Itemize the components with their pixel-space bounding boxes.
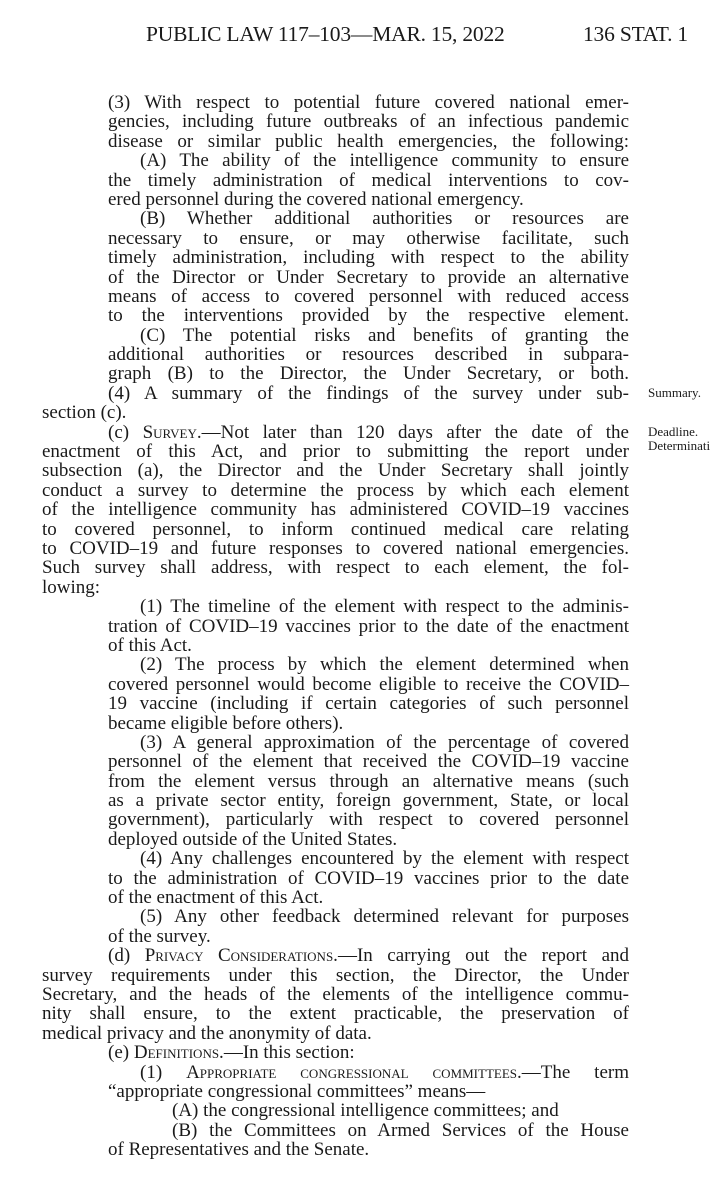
line-text: (A) the congressional intelligence committees; and (172, 1100, 559, 1122)
text-line-content (108, 306, 629, 325)
text-line (0, 306, 727, 325)
text-line-content (108, 791, 629, 810)
text-line-content (108, 636, 629, 655)
text-line (0, 1063, 727, 1082)
text-line (0, 229, 727, 248)
line-text: disease or similar public health emergencies, the following: (108, 130, 629, 152)
text-line-content (42, 461, 629, 480)
text-line-content (108, 1140, 629, 1159)
text-line-content (108, 384, 629, 403)
text-line-content (108, 888, 629, 907)
line-text: as a private sector entity, foreign government, State, or local (108, 790, 629, 812)
text-line-content (108, 714, 629, 733)
line-text: personnel of the element that received the COVID–19 vaccine (108, 751, 629, 773)
text-line (0, 694, 727, 713)
text-line (0, 1101, 727, 1120)
text-line (0, 364, 727, 383)
text-line-content (108, 132, 629, 151)
text-line-content (42, 500, 629, 519)
text-line (0, 442, 727, 461)
text-line-content (108, 171, 629, 190)
paragraph-designator: (d) (108, 945, 145, 967)
line-text: subsection (a), the Director and the Under Secretary shall jointly (42, 460, 629, 482)
line-text: additional authorities or resources described in subpara- (108, 344, 629, 366)
text-line-content (108, 946, 629, 965)
text-line (0, 907, 727, 926)
line-text: (4) Any challenges encountered by the element with respect (140, 848, 629, 870)
line-text: enactment of this Act, and prior to submitting the report under (42, 441, 629, 463)
page-header (0, 22, 727, 52)
text-line (0, 888, 727, 907)
section-heading: Appropriate congressional committees. (186, 1061, 522, 1083)
text-line-content (108, 248, 629, 267)
text-line-content (140, 733, 629, 752)
text-line (0, 539, 727, 558)
line-text: (B) the Committees on Armed Services of the House (172, 1119, 629, 1141)
text-line-content (140, 1063, 629, 1082)
line-text: —In carrying out the report and (337, 945, 629, 967)
line-text: the timely administration of medical interventions to cov- (108, 169, 629, 191)
text-line-content (108, 345, 629, 364)
line-text: (3) A general approximation of the percentage of covered (140, 731, 629, 753)
text-line-content (140, 151, 629, 170)
text-line-content (42, 578, 629, 597)
text-line-content (172, 1101, 629, 1120)
text-line (0, 423, 727, 442)
text-line-content (108, 927, 629, 946)
text-line-content (42, 539, 629, 558)
section-heading: Survey. (142, 421, 202, 443)
line-text: (A) The ability of the intelligence community to ensure (140, 150, 629, 172)
line-text: to COVID–19 and future responses to covered national emergencies. (42, 537, 629, 559)
text-line (0, 714, 727, 733)
line-text: conduct a survey to determine the process by which each element (42, 479, 629, 501)
line-text: to the administration of COVID–19 vaccines prior to the date (108, 867, 629, 889)
text-line (0, 190, 727, 209)
text-line-content (140, 655, 629, 674)
text-line (0, 326, 727, 345)
text-line (0, 520, 727, 539)
text-line (0, 772, 727, 791)
text-line (0, 675, 727, 694)
text-line-content (108, 772, 629, 791)
text-line (0, 733, 727, 752)
line-text: of this Act. (108, 634, 192, 656)
line-text: —The term (521, 1061, 630, 1083)
text-line-content (42, 520, 629, 539)
paragraph-designator: (1) (140, 1061, 187, 1083)
text-line-content (108, 810, 629, 829)
text-line-content (140, 907, 629, 926)
text-line-content (140, 597, 629, 616)
text-line-content (108, 694, 629, 713)
line-text: to the interventions provided by the respective element. (108, 305, 629, 327)
text-line-content (42, 985, 629, 1004)
text-line (0, 481, 727, 500)
line-text: (B) Whether additional authorities or resources are (140, 208, 629, 230)
line-text: became eligible before others). (108, 712, 344, 734)
text-line (0, 946, 727, 965)
line-text: from the element versus through an alternative means (such (108, 770, 629, 792)
line-text: Such survey shall address, with respect to each element, the fol- (42, 557, 629, 579)
line-text: ered personnel during the covered national emergency. (108, 188, 524, 210)
text-line (0, 752, 727, 771)
text-line (0, 248, 727, 267)
text-line-content (108, 675, 629, 694)
text-line (0, 810, 727, 829)
text-line-content (140, 326, 629, 345)
text-line (0, 112, 727, 131)
text-line (0, 151, 727, 170)
line-text: (3) With respect to potential future covered national emer- (108, 92, 629, 113)
text-line-content (108, 1043, 629, 1062)
text-line (0, 791, 727, 810)
paragraph-designator: (e) (108, 1042, 134, 1064)
text-line (0, 1121, 727, 1140)
line-text: (4) A summary of the findings of the survey under sub- (108, 382, 629, 404)
text-line-content (140, 209, 629, 228)
line-text: of the Director or Under Secretary to provide an alternative (108, 266, 629, 288)
paragraph-designator: (c) (108, 421, 143, 443)
text-line-content (108, 112, 629, 131)
margin-note-deadline: Deadline. (648, 424, 699, 439)
line-text: section (c). (42, 402, 127, 424)
text-line (0, 849, 727, 868)
text-line (0, 636, 727, 655)
text-line (0, 1004, 727, 1023)
text-line (0, 287, 727, 306)
text-line (0, 869, 727, 888)
line-text: gencies, including future outbreaks of an infectious pandemic (108, 111, 629, 133)
line-text: tration of COVID–19 vaccines prior to the date of the enactment (108, 615, 629, 637)
text-line (0, 1043, 727, 1062)
text-line (0, 578, 727, 597)
text-line (0, 655, 727, 674)
text-line-content (42, 442, 629, 461)
text-line-content (108, 423, 629, 442)
margin-note-determination: Determinati (648, 438, 711, 453)
line-text: Secretary, and the heads of the elements of the intelligence commu- (42, 983, 629, 1005)
text-line-content (108, 830, 629, 849)
text-line (0, 171, 727, 190)
text-line-content (108, 1082, 629, 1101)
line-text: medical privacy and the anonymity of data. (42, 1022, 372, 1044)
text-line (0, 93, 727, 112)
text-line (0, 830, 727, 849)
line-text: —In this section: (223, 1042, 355, 1064)
text-line-content (42, 403, 629, 422)
public-law-citation: PUBLIC LAW 117–103—MAR. 15, 2022 (146, 22, 505, 46)
text-line-content (172, 1121, 629, 1140)
text-line (0, 1082, 727, 1101)
line-text: nity shall ensure, to the extent practicable, the preservation of (42, 1003, 629, 1025)
text-line (0, 384, 727, 403)
text-line (0, 268, 727, 287)
text-line-content (42, 966, 629, 985)
text-line-content (108, 268, 629, 287)
line-text: lowing: (42, 576, 101, 598)
text-line-content (42, 1004, 629, 1023)
line-text: survey requirements under this section, the Director, the Under (42, 964, 629, 986)
line-text: graph (B) to the Director, the Under Secretary, or both. (108, 363, 629, 385)
text-line (0, 617, 727, 636)
text-line-content (42, 481, 629, 500)
line-text: covered personnel would become eligible to receive the COVID– (108, 673, 629, 695)
text-line (0, 558, 727, 577)
line-text: —Not later than 120 days after the date of the (201, 421, 629, 443)
line-text: 19 vaccine (including if certain categories of such personnel (108, 693, 629, 715)
margin-note-summary: Summary. (648, 385, 701, 400)
text-line (0, 403, 727, 422)
text-line (0, 985, 727, 1004)
line-text: of the enactment of this Act. (108, 887, 324, 909)
line-text: of Representatives and the Senate. (108, 1139, 370, 1161)
text-line (0, 461, 727, 480)
text-line (0, 597, 727, 616)
text-line-content (108, 869, 629, 888)
text-line (0, 209, 727, 228)
line-text: “appropriate congressional committees” means— (108, 1080, 486, 1102)
text-line-content (108, 287, 629, 306)
line-text: of the survey. (108, 925, 211, 947)
statute-body-text (0, 93, 727, 1159)
text-line (0, 500, 727, 519)
line-text: necessary to ensure, or may otherwise facilitate, such (108, 227, 629, 249)
text-line (0, 1024, 727, 1043)
line-text: to covered personnel, to inform continued medical care relating (42, 518, 629, 540)
section-heading: Definitions. (133, 1042, 224, 1064)
line-text: (5) Any other feedback determined relevant for purposes (140, 906, 629, 928)
line-text: deployed outside of the United States. (108, 828, 398, 850)
line-text: (C) The potential risks and benefits of granting the (140, 324, 629, 346)
line-text: of the intelligence community has administered COVID–19 vaccines (42, 499, 629, 521)
text-line (0, 966, 727, 985)
line-text: government), particularly with respect to covered personnel (108, 809, 629, 831)
text-line-content (140, 849, 629, 868)
line-text: timely administration, including with respect to the ability (108, 247, 629, 269)
line-text: (1) The timeline of the element with respect to the adminis- (140, 596, 629, 618)
text-line (0, 132, 727, 151)
text-line-content (108, 229, 629, 248)
text-line (0, 345, 727, 364)
text-line-content (108, 190, 629, 209)
text-line (0, 1140, 727, 1159)
text-line-content (108, 93, 629, 112)
text-line-content (108, 752, 629, 771)
statute-page-number: 136 STAT. 1 (583, 22, 688, 46)
text-line (0, 927, 727, 946)
line-text: means of access to covered personnel with reduced access (108, 285, 629, 307)
text-line-content (108, 364, 629, 383)
text-line-content (108, 617, 629, 636)
text-line-content (42, 558, 629, 577)
line-text: (2) The process by which the element determined when (140, 654, 629, 676)
text-line-content (42, 1024, 629, 1043)
section-heading: Privacy Considerations. (144, 945, 338, 967)
